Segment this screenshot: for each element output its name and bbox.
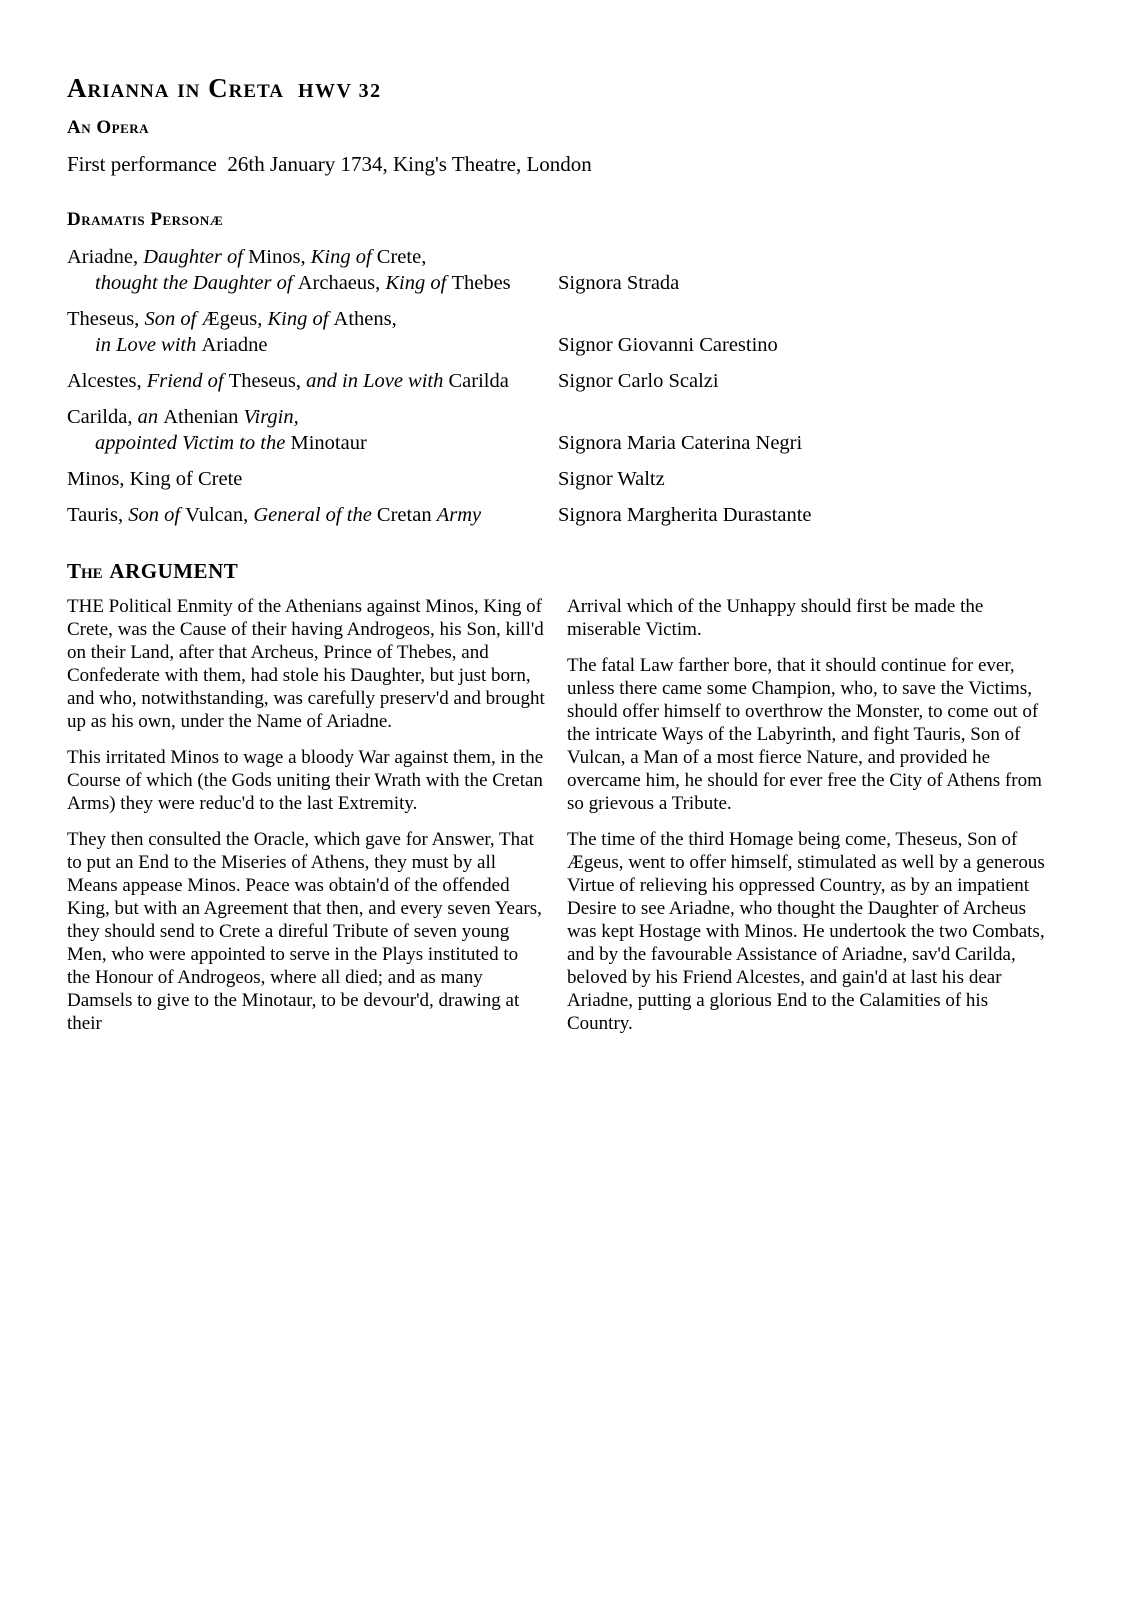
role-descriptor: Carilda bbox=[448, 370, 509, 392]
argument-heading bbox=[67, 559, 1107, 583]
role-descriptor: Tauris, bbox=[67, 504, 129, 526]
role-line bbox=[67, 466, 558, 492]
performer-name: Signor Carlo Scalzi bbox=[558, 370, 719, 392]
role-descriptor-italic: thought the Daughter of bbox=[95, 272, 298, 294]
argument-column-left bbox=[67, 595, 545, 1048]
argument-paragraph: Arrival which of the Unhappy should first be made the miserable Victim. bbox=[567, 596, 984, 640]
role-line bbox=[67, 332, 558, 358]
role-descriptor: Ariadne, bbox=[67, 246, 144, 268]
work-type-subtitle: An Opera bbox=[67, 117, 150, 138]
role-descriptor: Minos, bbox=[248, 246, 311, 268]
role-line bbox=[67, 368, 558, 394]
role-descriptor: Thebes bbox=[451, 272, 511, 294]
performer-name: Signora Strada bbox=[558, 272, 680, 294]
role-descriptor: Cretan bbox=[376, 504, 437, 526]
role-descriptor-italic: Daughter of bbox=[143, 246, 249, 268]
cast-entry bbox=[67, 502, 1107, 528]
argument-heading-the: The bbox=[67, 559, 103, 583]
role-descriptor: Alcestes, bbox=[67, 370, 147, 392]
role-description bbox=[67, 306, 558, 358]
performer-name: Signor Waltz bbox=[558, 468, 665, 490]
role-description bbox=[67, 244, 558, 296]
role-line bbox=[67, 270, 558, 296]
cast-entry bbox=[67, 368, 1107, 394]
role-descriptor: Athenian bbox=[163, 406, 244, 428]
role-descriptor-italic: King of bbox=[385, 272, 452, 294]
catalogue-number: HWV 32 bbox=[298, 80, 382, 102]
argument-column-right bbox=[567, 595, 1057, 1048]
role-descriptor: Theseus, bbox=[228, 370, 307, 392]
argument-paragraph: THE Political Enmity of the Athenians against Minos, King of Crete, was the Cause of their having Androgeos, his Son, kill'd on their Land, after that Archeus, Prince of Thebes, and Confederate with them, had stole his Daughter, but just born, and who, notwithstanding, was carefully preserv'd and brought up as his own, under the Name of Ariadne. bbox=[67, 596, 545, 732]
role-descriptor: Crete, bbox=[376, 246, 427, 268]
role-line bbox=[67, 306, 558, 332]
cast-entry bbox=[67, 404, 1107, 456]
role-description bbox=[67, 368, 558, 394]
cast-entry bbox=[67, 466, 1107, 492]
dramatis-personae-heading: Dramatis Personæ bbox=[67, 209, 224, 230]
argument-paragraph: The time of the third Homage being come, Theseus, Son of Ægeus, went to offer himself, stimulated as well by a generous Virtue of relieving his oppressed Country, as by an impatient Desire to see Ariadne, who thought the Daughter of Archeus was kept Hostage with Minos. He undertook the two Combats, and by the favourable Assistance of Ariadne, sav'd Carilda, beloved by his Friend Alcestes, and gain'd at last his dear Ariadne, putting a glorious End to the Calamities of his Country. bbox=[567, 829, 1045, 1034]
role-descriptor-italic: Friend of bbox=[146, 370, 229, 392]
role-description bbox=[67, 502, 558, 528]
cast-list bbox=[67, 244, 1107, 528]
role-descriptor: Archaeus, bbox=[297, 272, 386, 294]
role-line bbox=[67, 430, 558, 456]
performer-name: Signor Giovanni Carestino bbox=[558, 334, 778, 356]
role-descriptor-italic: in Love with bbox=[95, 334, 202, 356]
opera-title: Arianna in Creta bbox=[67, 73, 284, 103]
role-descriptor-italic: General of the bbox=[253, 504, 377, 526]
page-title bbox=[67, 73, 1107, 107]
role-descriptor-italic: King of bbox=[310, 246, 377, 268]
role-line bbox=[67, 244, 558, 270]
role-descriptor: Ariadne bbox=[201, 334, 268, 356]
role-descriptor-italic: Virgin, bbox=[243, 406, 299, 428]
role-descriptor-italic: Son of bbox=[128, 504, 186, 526]
first-performance-line: First performance 26th January 1734, King's Theatre, London bbox=[67, 152, 592, 176]
argument-paragraph: They then consulted the Oracle, which gave for Answer, That to put an End to the Miseries of Athens, they must by all Means appease Minos. Peace was obtain'd of the offended King, but with an Agreement that then, and every seven Years, they should send to Crete a direful Tribute of seven young Men, who were appointed to serve in the Plays instituted to the Honour of Androgeos, where all died; and as many Damsels to give to the Minotaur, to be devour'd, drawing at their bbox=[67, 829, 542, 1034]
cast-entry bbox=[67, 244, 1107, 296]
role-descriptor-italic: and in Love with bbox=[306, 370, 449, 392]
role-description bbox=[67, 466, 558, 492]
argument-paragraph: The fatal Law farther bore, that it should continue for ever, unless there came some Champion, who, to save the Victims, should offer himself to overthrow the Monster, to come out of the intricate Ways of the Labyrinth, and fight Tauris, Son of Vulcan, a Man of a most fierce Nature, and provided he overcame him, he should for ever free the City of Athens from so grievous a Tribute. bbox=[567, 655, 1042, 814]
role-descriptor: Vulcan, bbox=[185, 504, 254, 526]
role-descriptor-italic: appointed Victim to the bbox=[95, 432, 291, 454]
role-descriptor: Minotaur bbox=[290, 432, 367, 454]
role-descriptor-italic: Army bbox=[436, 504, 482, 526]
role-descriptor: Carilda, bbox=[67, 406, 138, 428]
role-descriptor-italic: Son of bbox=[144, 308, 202, 330]
role-line bbox=[67, 502, 558, 528]
cast-entry bbox=[67, 306, 1107, 358]
role-descriptor: Athens, bbox=[333, 308, 397, 330]
role-line bbox=[67, 404, 558, 430]
role-descriptor-italic: an bbox=[137, 406, 164, 428]
argument-paragraph: This irritated Minos to wage a bloody War against them, in the Course of which (the Gods uniting their Wrath with the Cretan Arms) they were reduc'd to the last Extremity. bbox=[67, 747, 544, 814]
argument-heading-word: ARGUMENT bbox=[109, 559, 239, 583]
role-descriptor: Minos, King of Crete bbox=[67, 468, 243, 490]
role-descriptor: Ægeus, bbox=[201, 308, 268, 330]
performer-name: Signora Maria Caterina Negri bbox=[558, 432, 803, 454]
role-descriptor-italic: King of bbox=[267, 308, 334, 330]
argument-text bbox=[67, 595, 1107, 1048]
performer-name: Signora Margherita Durastante bbox=[558, 504, 812, 526]
role-description bbox=[67, 404, 558, 456]
role-descriptor: Theseus, bbox=[67, 308, 145, 330]
